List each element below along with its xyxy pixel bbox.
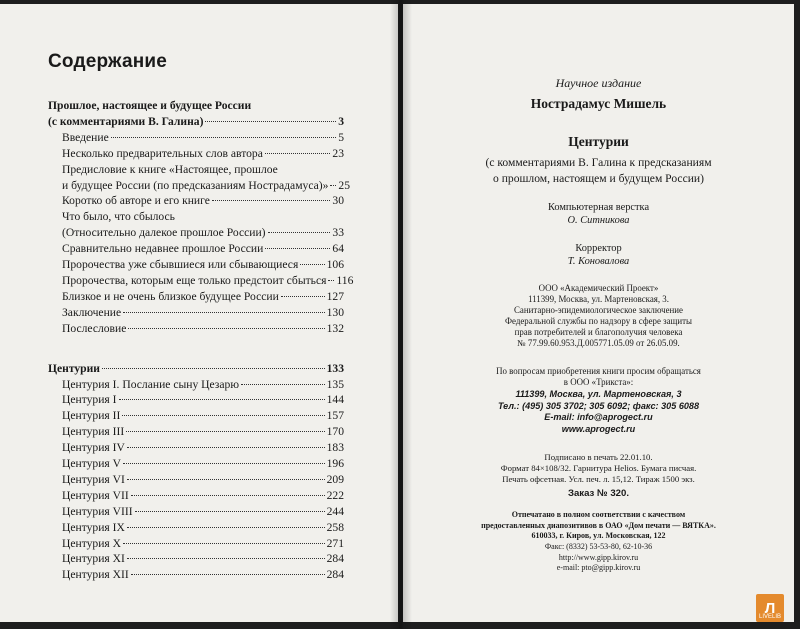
- printing-contact-line: Факс: (8332) 53-53-80, 62-10-36: [544, 542, 653, 551]
- toc-entry-page: 25: [338, 178, 351, 192]
- toc-entry: [48, 193, 344, 209]
- toc-entry-page: 23: [332, 146, 344, 160]
- logo-letter: Л: [764, 599, 776, 617]
- toc-entry-page: 33: [332, 226, 344, 240]
- toc-entry-title: Пророчества уже сбывшиеся или сбывающиеся: [62, 258, 299, 272]
- toc-leader-dots: [265, 248, 330, 249]
- publisher-line: Федеральной службы по надзору в сфере защиты: [505, 316, 692, 326]
- purchase-line-1: По вопросам приобретения книги просим обращаться: [496, 366, 701, 376]
- toc-entry-title: Сравнительно недавнее прошлое России: [62, 242, 264, 256]
- corrector-name: Т. Коновалова: [567, 256, 630, 267]
- toc-entry: [48, 130, 344, 146]
- toc-entry-title: Центурия V: [62, 457, 122, 471]
- toc-entry: [48, 114, 344, 130]
- toc-entry-title: Центурия I: [62, 393, 117, 407]
- toc-entry-page: 30: [332, 194, 344, 208]
- toc-entry-title: Центурия I. Послание сыну Цезарю: [62, 377, 239, 391]
- toc-entry: [48, 289, 344, 305]
- toc-leader-dots: [330, 185, 336, 186]
- print-line: Подписано в печать 22.01.10.: [544, 452, 653, 462]
- toc-entry-page: 183: [326, 441, 344, 455]
- toc-leader-dots: [135, 511, 325, 512]
- toc-leader-dots: [281, 296, 325, 297]
- print-line: Печать офсетная. Усл. печ. л. 15,12. Тираж 1500 экз.: [502, 474, 695, 484]
- toc-entry-page: 284: [326, 552, 344, 566]
- toc-entry-title: Введение: [62, 130, 109, 144]
- toc-entry: [48, 241, 344, 257]
- toc-leader-dots: [328, 280, 334, 281]
- toc-leader-dots: [212, 200, 331, 201]
- logo-text: LIVELIB: [758, 614, 781, 620]
- toc-leader-dots: [102, 368, 325, 369]
- toc-entry: [48, 305, 344, 321]
- printing-contact-line: http://www.gipp.kirov.ru: [558, 552, 639, 562]
- toc-entry-title: Центурия XII: [62, 568, 129, 582]
- publisher-line: прав потребителей и благополучия человека: [514, 327, 683, 337]
- toc-entry: [48, 321, 344, 337]
- toc-entry-title: Центурия IX: [62, 520, 125, 534]
- toc-entry-title: Прошлое, настоящее и будущее России: [48, 99, 252, 112]
- toc-entry: [48, 273, 354, 289]
- toc-entry-page: 106: [326, 258, 344, 272]
- toc-leader-dots: [123, 463, 325, 464]
- toc-entry-title: Коротко об авторе и его книге: [62, 194, 210, 208]
- toc-entry: [48, 551, 344, 567]
- printing-house-line: предоставленных диапозитивов в ОАО «Дом печати — ВЯТКА».: [481, 520, 716, 530]
- toc-entry-page: 196: [326, 457, 344, 471]
- toc-entry: [48, 361, 344, 377]
- toc-entry-page: 135: [326, 377, 344, 391]
- print-info: [403, 452, 794, 485]
- toc-entry: [48, 567, 344, 583]
- toc-leader-dots: [123, 312, 324, 313]
- toc-entry-page: 116: [336, 273, 354, 287]
- toc-entry-page: 170: [326, 425, 344, 439]
- toc-entry: [48, 488, 344, 504]
- printing-house: [403, 510, 794, 542]
- toc-entry-title: Центурия VI: [62, 472, 125, 486]
- toc-entry-title: Что было, что сбылось: [62, 210, 175, 224]
- toc-leader-dots: [268, 232, 331, 233]
- toc-entry: [48, 504, 344, 520]
- toc-leader-dots: [119, 399, 325, 400]
- toc-leader-dots: [300, 264, 324, 265]
- toc-leader-dots: [128, 328, 324, 329]
- toc-entry: [48, 225, 344, 241]
- corrector-label: Корректор: [575, 243, 622, 254]
- toc-entry-page: 132: [326, 321, 344, 335]
- toc-entry: [48, 424, 344, 440]
- toc-entry-title: Предисловие к книге «Настоящее, прошлое: [62, 162, 278, 176]
- publisher-line: № 77.99.60.953.Д.005771.05.09 от 26.05.09.: [517, 338, 680, 348]
- toc-entry-title: (Относительно далекое прошлое России): [62, 226, 266, 240]
- toc-entry-page: 127: [326, 289, 344, 303]
- right-page: [403, 4, 794, 622]
- toc-entry: [48, 162, 344, 178]
- toc-entry: [48, 178, 351, 194]
- toc-leader-dots: [265, 153, 331, 154]
- purchase-contact-line: www.aprogect.ru: [561, 423, 636, 434]
- toc-entry-page: 130: [326, 305, 344, 319]
- toc-entry-page: 5: [338, 130, 344, 144]
- printing-house-line: Отпечатано в полном соответствии с качеством: [511, 510, 686, 519]
- toc-leader-dots: [126, 431, 324, 432]
- toc-entry-title: Центурия II: [62, 409, 121, 423]
- toc-leader-dots: [131, 574, 325, 575]
- toc-entry: [48, 98, 344, 114]
- toc-entry: [48, 392, 344, 408]
- toc-leader-dots: [241, 384, 325, 385]
- toc-entry-title: Близкое и не очень близкое будущее России: [62, 289, 279, 303]
- publisher-line: 111399, Москва, ул. Мартеновская, 3.: [528, 294, 669, 304]
- toc-entry-title: Центурии: [48, 361, 100, 375]
- author-name: Нострадамус Мишель: [530, 96, 667, 111]
- toc-entry-page: 157: [326, 409, 344, 423]
- toc-leader-dots: [127, 558, 325, 559]
- subtitle-line-2: о прошлом, настоящем и будущем России): [493, 172, 704, 185]
- order-number: Заказ № 320.: [567, 488, 630, 499]
- layout-label: Компьютерная верстка: [547, 202, 650, 213]
- toc-entry: [48, 209, 344, 225]
- toc-entry-title: (с комментариями В. Галина): [48, 114, 204, 128]
- toc-leader-dots: [205, 121, 336, 122]
- toc-entry: [48, 456, 344, 472]
- purchase-contact-line: 111399, Москва, ул. Мартеновская, 3: [515, 389, 682, 399]
- toc-entry: [48, 377, 344, 393]
- publisher-line: ООО «Академический Проект»: [538, 283, 659, 293]
- toc-entry-title: Заключение: [62, 305, 122, 319]
- toc-leader-dots: [123, 543, 325, 544]
- toc-entry-page: 133: [326, 361, 344, 375]
- toc-entry-title: Центурия III: [62, 425, 125, 439]
- toc-entry: [48, 408, 344, 424]
- table-of-contents: [48, 98, 354, 583]
- toc-leader-dots: [127, 527, 325, 528]
- toc-entry-title: Пророчества, которым еще только предстоит сбыться: [62, 273, 327, 287]
- book-title: Центурии: [568, 134, 629, 149]
- publisher-info: [403, 283, 794, 349]
- toc-entry-title: Послесловие: [62, 321, 127, 335]
- toc-entry-page: 64: [332, 242, 344, 256]
- layout-name: О. Ситникова: [567, 215, 630, 226]
- toc-leader-dots: [122, 415, 324, 416]
- left-page: [0, 4, 398, 622]
- toc-entry-title: Центурия VII: [62, 488, 129, 502]
- toc-entry: [48, 472, 344, 488]
- toc-entry-title: Несколько предварительных слов автора: [62, 146, 263, 160]
- purchase-info: [403, 366, 794, 388]
- toc-entry-page: 258: [326, 520, 344, 534]
- toc-entry-title: Центурия VIII: [62, 504, 133, 518]
- toc-entry-page: 271: [326, 536, 344, 550]
- printing-contact-line: e-mail: pto@gipp.kirov.ru: [556, 563, 641, 573]
- toc-entry: [48, 440, 344, 456]
- toc-entry-page: 222: [326, 488, 344, 502]
- purchase-contact-line: Тел.: (495) 305 3702; 305 6092; факс: 305 6088: [497, 400, 700, 411]
- purchase-contact-line: E-mail: info@aprogect.ru: [544, 412, 653, 423]
- toc-entry-page: 284: [326, 568, 344, 582]
- publisher-line: Санитарно-эпидемиологическое заключение: [513, 305, 683, 315]
- toc-entry: [48, 520, 344, 536]
- toc-entry-title: Центурия X: [62, 536, 122, 550]
- toc-entry: [48, 536, 344, 552]
- subtitle-line-1: (с комментариями В. Галина к предсказаниям: [485, 156, 712, 169]
- toc-entry-title: и будущее России (по предсказаниям Нострадамуса)»: [62, 178, 329, 192]
- toc-entry-page: 209: [326, 472, 344, 486]
- toc-entry-page: 3: [338, 114, 344, 128]
- printing-house-line: 610033, г. Киров, ул. Московская, 122: [531, 531, 666, 541]
- toc-leader-dots: [127, 447, 325, 448]
- edition-type: Научное издание: [555, 76, 642, 90]
- toc-entry-page: 144: [326, 393, 344, 407]
- toc-entry-title: Центурия IV: [62, 441, 125, 455]
- printing-contacts: [403, 542, 794, 574]
- toc-leader-dots: [111, 137, 336, 138]
- toc-leader-dots: [131, 495, 325, 496]
- toc-entry: [48, 146, 344, 162]
- toc-entry: [48, 257, 344, 273]
- toc-entry-title: Центурия XI: [62, 552, 125, 566]
- toc-leader-dots: [127, 479, 325, 480]
- purchase-contacts: [403, 389, 794, 435]
- purchase-line-2: в ООО «Трикста»:: [563, 377, 634, 387]
- print-line: Формат 84×108/32. Гарнитура Helios. Бумага писчая.: [500, 463, 697, 473]
- toc-entry-page: 244: [326, 504, 344, 518]
- toc-title: Содержание: [48, 51, 168, 72]
